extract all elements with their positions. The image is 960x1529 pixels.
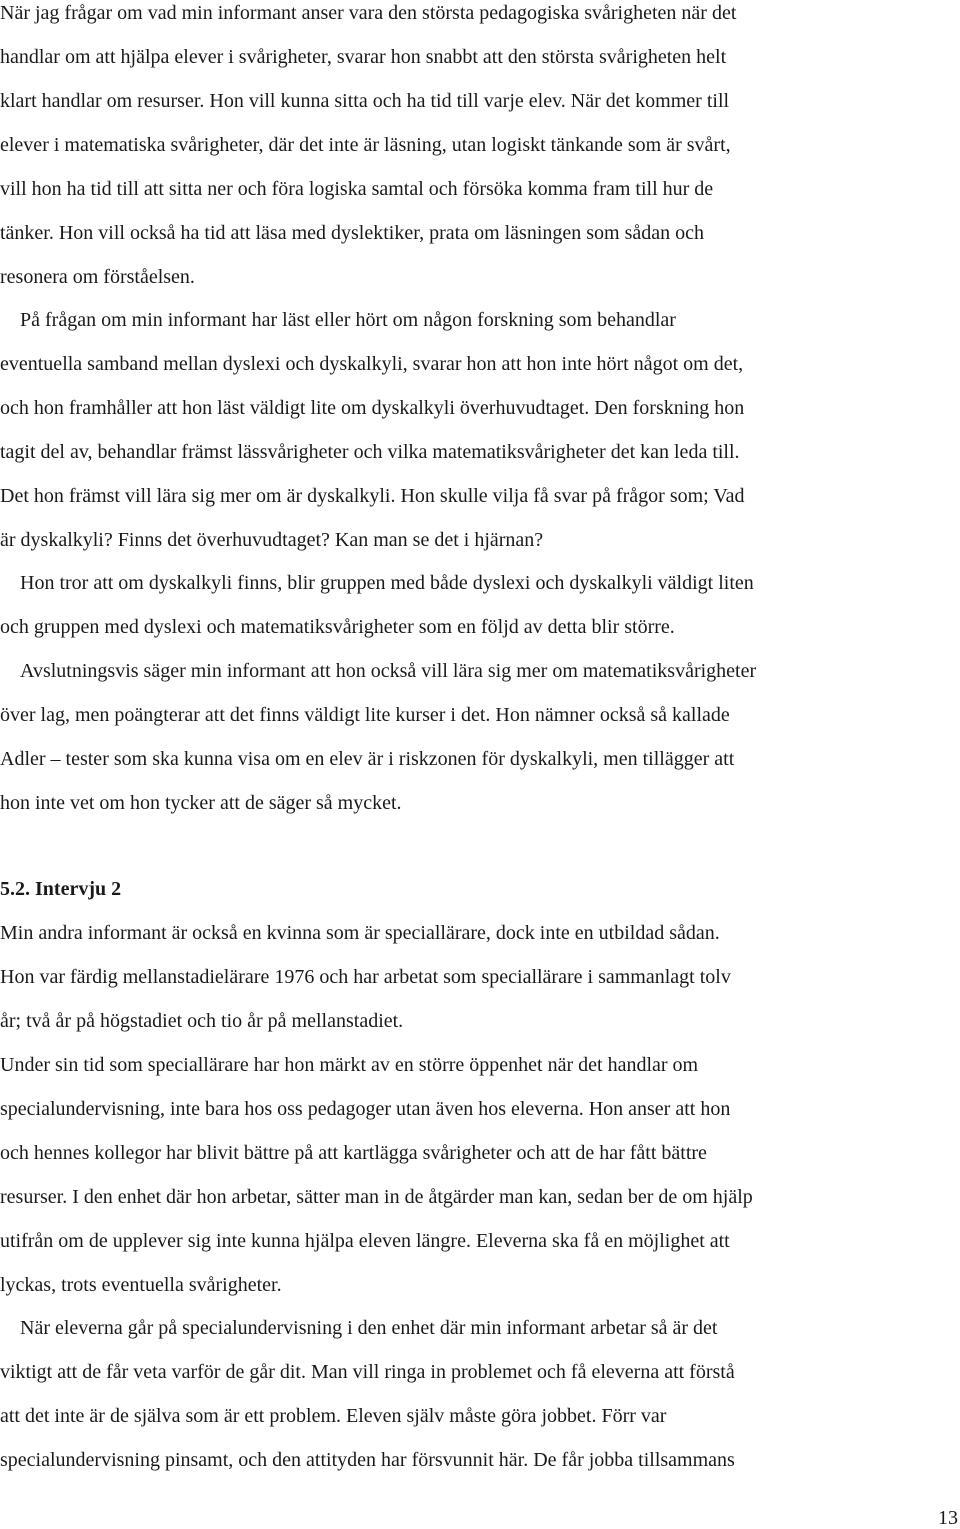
text-line: tagit del av, behandlar främst lässvårigheter och vilka matematiksvårigheter det kan leda till.	[0, 441, 740, 463]
text-line: utifrån om de upplever sig inte kunna hjälpa eleven längre. Eleverna ska få en möjlighet att	[0, 1230, 730, 1252]
text-line: Avslutningsvis säger min informant att hon också vill lära sig mer om matematiksvårigheter	[20, 660, 757, 682]
text-line: och hennes kollegor har blivit bättre på att kartlägga svårigheter och att de har fått bättre	[0, 1142, 707, 1164]
text-line: Min andra informant är också en kvinna som är speciallärare, dock inte en utbildad sådan.	[0, 922, 720, 944]
section-heading: 5.2. Intervju 2	[0, 878, 122, 900]
text-line: år; två år på högstadiet och tio år på mellanstadiet.	[0, 1010, 404, 1032]
text-line: hon inte vet om hon tycker att de säger så mycket.	[0, 792, 402, 814]
text-line: över lag, men poängterar att det finns väldigt lite kurser i det. Hon nämner också så kallade	[0, 704, 730, 726]
text-line: resonera om förståelsen.	[0, 266, 195, 288]
text-line: specialundervisning, inte bara hos oss pedagoger utan även hos eleverna. Hon anser att hon	[0, 1098, 731, 1120]
text-line: tänker. Hon vill också ha tid att läsa med dyslektiker, prata om läsningen som sådan och	[0, 222, 705, 244]
text-line: viktigt att de får veta varför de går dit. Man vill ringa in problemet och få eleverna att förstå	[0, 1361, 735, 1383]
text-line: klart handlar om resurser. Hon vill kunna sitta och ha tid till varje elev. När det kommer till	[0, 90, 730, 112]
text-line: eventuella samband mellan dyslexi och dyskalkyli, svarar hon att hon inte hört något om det,	[0, 353, 744, 375]
page-number: 13	[938, 1507, 958, 1529]
text-line: lyckas, trots eventuella svårigheter.	[0, 1274, 282, 1296]
text-line: Under sin tid som speciallärare har hon märkt av en större öppenhet när det handlar om	[0, 1054, 699, 1076]
text-line: specialundervisning pinsamt, och den attityden har försvunnit här. De får jobba tillsammans	[0, 1449, 735, 1471]
text-line: resurser. I den enhet där hon arbetar, sätter man in de åtgärder man kan, sedan ber de om hjälp	[0, 1186, 753, 1208]
text-line: När jag frågar om vad min informant anser vara den största pedagogiska svårigheten när det	[0, 2, 737, 24]
text-line: elever i matematiska svårigheter, där det inte är läsning, utan logiskt tänkande som är svårt,	[0, 134, 731, 156]
text-line: vill hon ha tid till att sitta ner och föra logiska samtal och försöka komma fram till hur de	[0, 178, 714, 200]
text-line: handlar om att hjälpa elever i svårigheter, svarar hon snabbt att den största svårigheten helt	[0, 46, 727, 68]
text-line: och hon framhåller att hon läst väldigt lite om dyskalkyli överhuvudtaget. Den forskning hon	[0, 397, 745, 419]
text-line: När eleverna går på specialundervisning i den enhet där min informant arbetar så är det	[20, 1317, 718, 1339]
text-line: Det hon främst vill lära sig mer om är dyskalkyli. Hon skulle vilja få svar på frågor som; Vad	[0, 485, 745, 507]
text-line: På frågan om min informant har läst eller hört om någon forskning som behandlar	[20, 309, 676, 331]
text-line: Hon tror att om dyskalkyli finns, blir gruppen med både dyslexi och dyskalkyli väldigt liten	[20, 572, 754, 594]
text-line: är dyskalkyli? Finns det överhuvudtaget? Kan man se det i hjärnan?	[0, 529, 544, 551]
text-line: Adler – tester som ska kunna visa om en elev är i riskzonen för dyskalkyli, men tillägger att	[0, 748, 735, 770]
text-line: att det inte är de själva som är ett problem. Eleven själv måste göra jobbet. Förr var	[0, 1405, 667, 1427]
text-line: Hon var färdig mellanstadielärare 1976 och har arbetat som speciallärare i sammanlagt tolv	[0, 966, 731, 988]
text-line: och gruppen med dyslexi och matematiksvårigheter som en följd av detta blir större.	[0, 616, 675, 638]
